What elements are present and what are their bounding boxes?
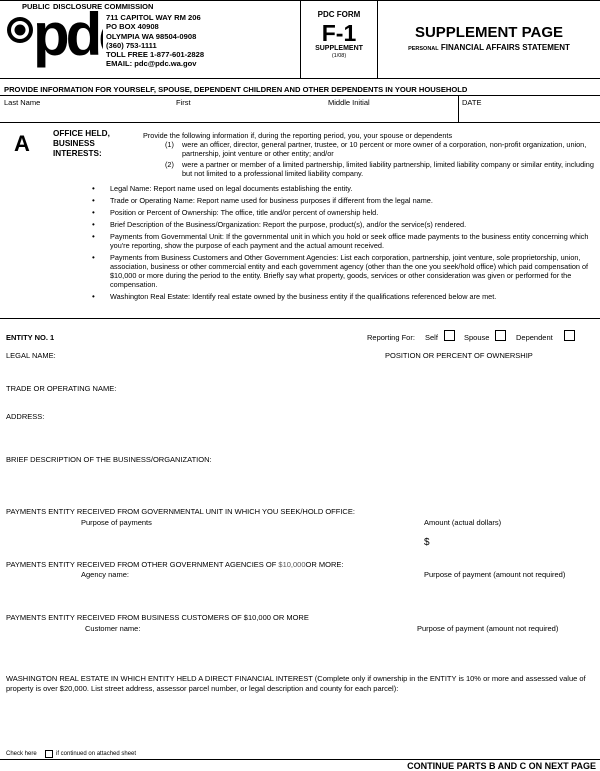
agency-name-line1: PUBLIC [22, 2, 50, 11]
legal-name-label: LEGAL NAME: [6, 351, 56, 360]
address-line: 711 CAPITOL WAY RM 206 [106, 13, 201, 22]
address-line: OLYMPIA WA 98504-0908 [106, 31, 197, 41]
address-input[interactable] [0, 422, 600, 450]
spouse-checkbox[interactable] [495, 330, 506, 341]
trade-name-input[interactable] [0, 394, 600, 408]
address-line: EMAIL: pdc@pdc.wa.gov [106, 59, 197, 69]
section-a-intro: Provide the following information if, during the reporting period, you, your spouse or dependents [143, 131, 453, 140]
position-input[interactable] [380, 361, 600, 379]
dependent-label: Dependent [516, 333, 553, 342]
household-instruction: PROVIDE INFORMATION FOR YOURSELF, SPOUSE, DEPENDENT CHILDREN AND OTHER DEPENDENTS IN YOUR HOUSEHOLD [4, 85, 468, 94]
self-checkbox[interactable] [444, 330, 455, 341]
subtitle-main: FINANCIAL AFFAIRS STATEMENT [440, 43, 570, 52]
continued-checkbox[interactable] [45, 750, 53, 758]
title-box [378, 0, 600, 78]
address-line: TOLL FREE 1-877-601-2828 [106, 50, 205, 60]
customer-input[interactable] [0, 634, 600, 670]
gov-purpose-input[interactable] [0, 528, 420, 553]
section-a-title [53, 129, 110, 159]
pdc-logo [3, 3, 103, 75]
middle-initial-label: Middle Initial [328, 98, 370, 107]
list-item: • Payments from Governmental Unit: If the governmental unit in which you hold or seek office made payments to the business entity concerning which you're reporting, show the purpose of each payment and the actual amount received. [90, 232, 594, 250]
trade-name-label: TRADE OR OPERATING NAME: [6, 384, 117, 393]
agency-input[interactable] [0, 580, 600, 610]
last-name-label: Last Name [4, 98, 41, 107]
customers-label: PAYMENTS ENTITY RECEIVED FROM BUSINESS CUSTOMERS OF $10,000 OR MORE [6, 613, 309, 622]
gov-payments-label: PAYMENTS ENTITY RECEIVED FROM GOVERNMENTAL UNIT IN WHICH YOU SEEK/HOLD OFFICE: [6, 507, 355, 516]
agency-name-line2: DISCLOSURE COMMISSION [53, 2, 154, 11]
section-a-title-line: INTERESTS: [53, 149, 102, 158]
page-title: SUPPLEMENT PAGE [414, 24, 564, 41]
logo-wordmark: pd [33, 3, 99, 68]
item2-num: (2) [165, 160, 174, 169]
form-label: PDC FORM [317, 10, 361, 19]
customer-name-label: Customer name: [85, 624, 141, 633]
other-agencies-amount: $10,000 [278, 560, 306, 569]
section-a-top-border [0, 122, 600, 123]
real-estate-label: WASHINGTON REAL ESTATE IN WHICH ENTITY HELD A DIRECT FINANCIAL INTEREST (Complete only if ownership in the ENTITY is 10% or more and assessed value of property is over $20,000. List street address, assessor parcel number, or legal description and county for each parcel): [6, 674, 586, 693]
first-name-label: First [176, 98, 191, 107]
section-a-title-line: BUSINESS [53, 139, 95, 148]
address-line: (360) 753-1111 [106, 40, 157, 50]
address-line: PO BOX 40908 [106, 22, 159, 32]
dependent-checkbox[interactable] [564, 330, 575, 341]
entity-top-border [0, 318, 600, 319]
customer-purpose-label: Purpose of payment (amount not required) [417, 624, 559, 633]
form-date: (1/08) [331, 53, 347, 59]
list-item: • Position or Percent of Ownership: The office, title and/or percent of ownership held. [90, 208, 594, 217]
name-input[interactable] [0, 106, 458, 122]
continue-note: CONTINUE PARTS B AND C ON NEXT PAGE [407, 761, 596, 771]
address-label: ADDRESS: [6, 412, 45, 421]
description-input[interactable] [0, 465, 600, 503]
section-a-title-line: OFFICE HELD, [53, 129, 110, 138]
agency-name-label: Agency name: [81, 570, 129, 579]
instructions-list [90, 184, 594, 304]
reporting-for-label: Reporting For: [367, 333, 415, 342]
dollar-sign: $ [424, 537, 430, 548]
legal-name-input[interactable] [0, 361, 380, 379]
list-item: • Brief Description of the Business/Organization: Report the purpose, product(s), and/or the service(s) rendered. [90, 220, 594, 229]
continued-label: if continued on attached sheet [56, 751, 137, 757]
list-item: • Legal Name: Report name used on legal documents establishing the entity. [90, 184, 594, 193]
real-estate-input[interactable] [0, 698, 600, 748]
check-here-label: Check here [6, 751, 37, 757]
position-label: POSITION OR PERCENT OF OWNERSHIP [385, 351, 533, 360]
date-input[interactable] [459, 106, 600, 122]
form-number: F-1 [321, 20, 357, 46]
spouse-label: Spouse [464, 333, 490, 342]
section-a-letter: A [14, 131, 30, 156]
date-label: DATE [462, 98, 482, 107]
list-item: • Payments from Business Customers and Other Government Agencies: List each corporation, partnership, joint venture, sole proprietorship, union, association, business or other commercial entity and each government agency (other than the one you seek/hold office) which paid compensation of $10,000 or more during the period to the entity. Briefly say what property, goods, services or other consideration was given or performed for the compensation. [90, 253, 594, 289]
other-agencies-label [6, 560, 343, 569]
form-id-box [301, 0, 377, 78]
amount-label: Amount (actual dollars) [424, 518, 502, 527]
agency-purpose-label: Purpose of payment (amount not required) [424, 570, 566, 579]
gov-amount-input[interactable] [432, 528, 600, 553]
item1-num: (1) [165, 140, 174, 149]
purpose-of-payments-label: Purpose of payments [81, 518, 152, 527]
entity-title: ENTITY NO. 1 [6, 333, 55, 342]
item1-text: were an officer, director, general partner, trustee, or 10 percent or more owner of a corporation, non-profit organization, union, partnership, joint venture or other entity; and/or [182, 140, 587, 158]
self-label: Self [425, 333, 438, 342]
list-item: • Trade or Operating Name: Report name used for business purposes if different from the legal name. [90, 196, 594, 205]
form-sub: SUPPLEMENT [315, 45, 363, 52]
other-agencies-text-end: OR MORE: [305, 560, 344, 569]
agency-address [106, 13, 204, 69]
header-bottom-border [0, 78, 600, 79]
list-item: • Washington Real Estate: Identify real estate owned by the business entity if the qualifications referenced below are met. [90, 292, 594, 301]
info-divider [0, 95, 600, 96]
description-label: BRIEF DESCRIPTION OF THE BUSINESS/ORGANIZATION: [6, 455, 212, 464]
item2-text: were a partner or member of a limited partnership, limited liability partnership, limited liability company or similar entity, including but not limited to a professional limited liability company. [182, 160, 594, 178]
other-agencies-text: PAYMENTS ENTITY RECEIVED FROM OTHER GOVERNMENT AGENCIES OF [6, 560, 279, 569]
bottom-border [0, 759, 600, 760]
subtitle-small: PERSONAL [408, 46, 439, 52]
